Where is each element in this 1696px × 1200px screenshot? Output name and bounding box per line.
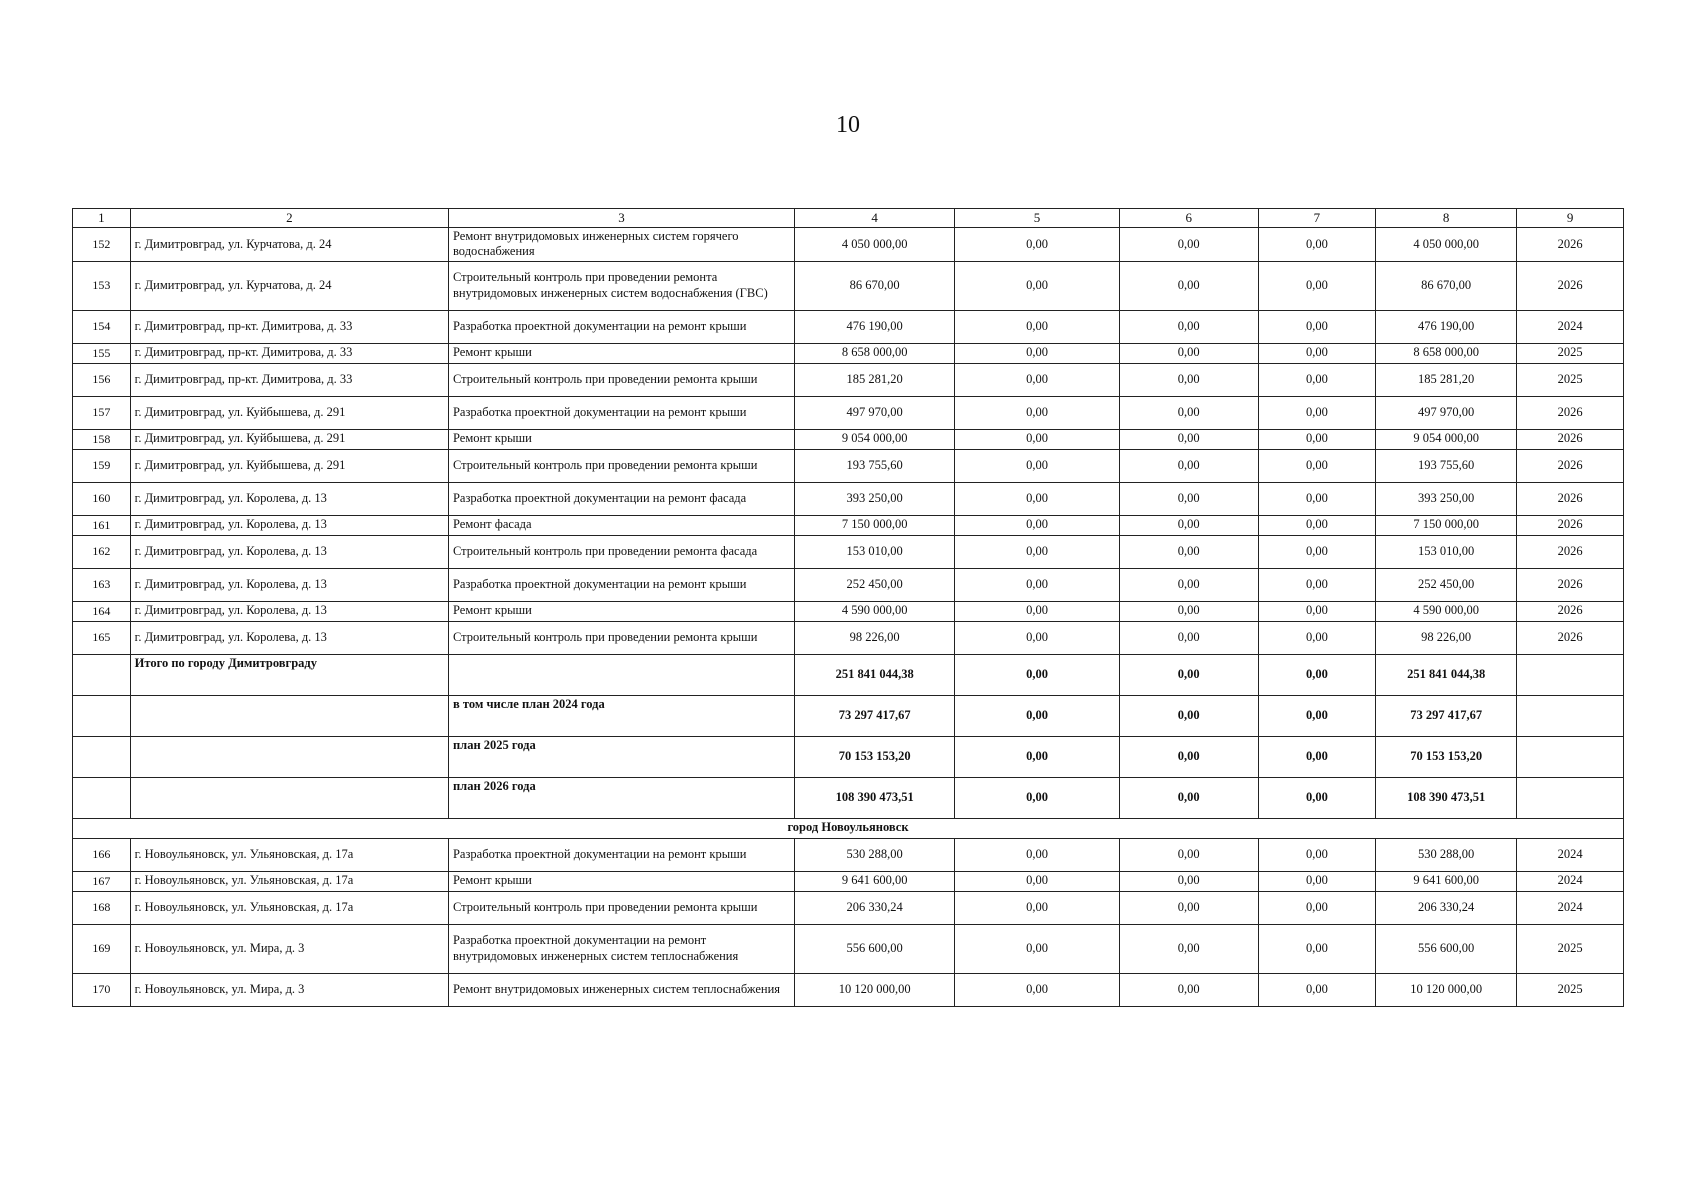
row-number: 169 xyxy=(73,924,131,973)
amount-col7-cell: 0,00 xyxy=(1258,601,1376,621)
amount-col6-cell: 0,00 xyxy=(1119,261,1258,310)
amount-col4-cell: 7 150 000,00 xyxy=(795,515,955,535)
total-col8-cell: 251 841 044,38 xyxy=(1376,654,1517,695)
total-col8-cell: 108 390 473,51 xyxy=(1376,777,1517,818)
address-cell: г. Димитровград, ул. Куйбышева, д. 291 xyxy=(130,449,448,482)
table-row xyxy=(73,228,1624,262)
row-number xyxy=(73,695,131,736)
amount-col5-cell: 0,00 xyxy=(955,228,1120,262)
amount-col6-cell: 0,00 xyxy=(1119,429,1258,449)
amount-col4-cell: 206 330,24 xyxy=(795,891,955,924)
amount-col7-cell: 0,00 xyxy=(1258,621,1376,654)
work-type-cell: Строительный контроль при проведении ремонта внутридомовых инженерных систем водоснабжения (ГВС) xyxy=(448,261,794,310)
amount-col5-cell: 0,00 xyxy=(955,568,1120,601)
row-number: 153 xyxy=(73,261,131,310)
amount-col6-cell: 0,00 xyxy=(1119,310,1258,343)
work-type-cell: Строительный контроль при проведении ремонта крыши xyxy=(448,363,794,396)
year-cell: 2026 xyxy=(1517,568,1624,601)
year-cell: 2026 xyxy=(1517,449,1624,482)
amount-col4-cell: 9 641 600,00 xyxy=(795,871,955,891)
table-row xyxy=(73,343,1624,363)
row-number: 162 xyxy=(73,535,131,568)
table-row xyxy=(73,601,1624,621)
amount-col7-cell: 0,00 xyxy=(1258,261,1376,310)
amount-col4-cell: 193 755,60 xyxy=(795,449,955,482)
total-row xyxy=(73,736,1624,777)
amount-col6-cell: 0,00 xyxy=(1119,871,1258,891)
amount-col6-cell: 0,00 xyxy=(1119,363,1258,396)
works-table xyxy=(72,208,1624,1007)
work-type-cell: Разработка проектной документации на ремонт крыши xyxy=(448,838,794,871)
address-cell: г. Новоульяновск, ул. Мира, д. 3 xyxy=(130,973,448,1006)
amount-col7-cell: 0,00 xyxy=(1258,482,1376,515)
empty-cell xyxy=(1517,777,1624,818)
total-col6-cell: 0,00 xyxy=(1119,695,1258,736)
amount-col6-cell: 0,00 xyxy=(1119,535,1258,568)
address-cell: г. Димитровград, ул. Курчатова, д. 24 xyxy=(130,261,448,310)
amount-col6-cell: 0,00 xyxy=(1119,621,1258,654)
amount-col5-cell: 0,00 xyxy=(955,871,1120,891)
work-type-cell: Ремонт крыши xyxy=(448,429,794,449)
amount-col4-cell: 476 190,00 xyxy=(795,310,955,343)
table-row xyxy=(73,429,1624,449)
year-cell: 2026 xyxy=(1517,396,1624,429)
amount-col4-cell: 497 970,00 xyxy=(795,396,955,429)
total-col7-cell: 0,00 xyxy=(1258,736,1376,777)
total-col7-cell: 0,00 xyxy=(1258,654,1376,695)
total-row xyxy=(73,654,1624,695)
address-cell: г. Новоульяновск, ул. Ульяновская, д. 17а xyxy=(130,891,448,924)
amount-col5-cell: 0,00 xyxy=(955,621,1120,654)
amount-col7-cell: 0,00 xyxy=(1258,228,1376,262)
row-number: 160 xyxy=(73,482,131,515)
row-number: 156 xyxy=(73,363,131,396)
amount-col8-cell: 9 641 600,00 xyxy=(1376,871,1517,891)
amount-col4-cell: 393 250,00 xyxy=(795,482,955,515)
amount-col8-cell: 86 670,00 xyxy=(1376,261,1517,310)
address-cell: г. Новоульяновск, ул. Ульяновская, д. 17а xyxy=(130,871,448,891)
total-col4-cell: 251 841 044,38 xyxy=(795,654,955,695)
amount-col7-cell: 0,00 xyxy=(1258,363,1376,396)
section-title: город Новоульяновск xyxy=(73,818,1624,838)
empty-cell xyxy=(448,654,794,695)
total-col4-cell: 73 297 417,67 xyxy=(795,695,955,736)
amount-col5-cell: 0,00 xyxy=(955,449,1120,482)
amount-col7-cell: 0,00 xyxy=(1258,838,1376,871)
row-number: 166 xyxy=(73,838,131,871)
table-row xyxy=(73,891,1624,924)
amount-col4-cell: 530 288,00 xyxy=(795,838,955,871)
amount-col5-cell: 0,00 xyxy=(955,535,1120,568)
amount-col8-cell: 556 600,00 xyxy=(1376,924,1517,973)
total-col5-cell: 0,00 xyxy=(955,695,1120,736)
amount-col5-cell: 0,00 xyxy=(955,891,1120,924)
address-cell: г. Новоульяновск, ул. Мира, д. 3 xyxy=(130,924,448,973)
plan-2025-label: план 2025 года xyxy=(448,736,794,777)
address-cell: г. Димитровград, ул. Королева, д. 13 xyxy=(130,515,448,535)
amount-col4-cell: 8 658 000,00 xyxy=(795,343,955,363)
year-cell: 2025 xyxy=(1517,363,1624,396)
address-cell: г. Димитровград, ул. Куйбышева, д. 291 xyxy=(130,429,448,449)
table-row xyxy=(73,396,1624,429)
table-row xyxy=(73,924,1624,973)
year-cell: 2026 xyxy=(1517,621,1624,654)
amount-col6-cell: 0,00 xyxy=(1119,343,1258,363)
year-cell: 2024 xyxy=(1517,891,1624,924)
amount-col6-cell: 0,00 xyxy=(1119,838,1258,871)
year-cell: 2026 xyxy=(1517,601,1624,621)
empty-cell xyxy=(130,695,448,736)
row-number: 168 xyxy=(73,891,131,924)
amount-col8-cell: 98 226,00 xyxy=(1376,621,1517,654)
amount-col4-cell: 556 600,00 xyxy=(795,924,955,973)
total-col4-cell: 70 153 153,20 xyxy=(795,736,955,777)
work-type-cell: Разработка проектной документации на ремонт крыши xyxy=(448,568,794,601)
row-number xyxy=(73,736,131,777)
amount-col6-cell: 0,00 xyxy=(1119,973,1258,1006)
row-number: 154 xyxy=(73,310,131,343)
year-cell: 2026 xyxy=(1517,515,1624,535)
page-number: 10 xyxy=(836,112,860,138)
column-header: 9 xyxy=(1517,209,1624,228)
empty-cell xyxy=(1517,736,1624,777)
table-row xyxy=(73,261,1624,310)
empty-cell xyxy=(130,736,448,777)
work-type-cell: Разработка проектной документации на ремонт крыши xyxy=(448,396,794,429)
work-type-cell: Разработка проектной документации на ремонт фасада xyxy=(448,482,794,515)
work-type-cell: Ремонт внутридомовых инженерных систем горячего водоснабжения xyxy=(448,228,794,262)
column-header: 3 xyxy=(448,209,794,228)
table-row xyxy=(73,871,1624,891)
amount-col8-cell: 153 010,00 xyxy=(1376,535,1517,568)
year-cell: 2025 xyxy=(1517,924,1624,973)
row-number: 158 xyxy=(73,429,131,449)
amount-col7-cell: 0,00 xyxy=(1258,535,1376,568)
amount-col8-cell: 8 658 000,00 xyxy=(1376,343,1517,363)
work-type-cell: Ремонт внутридомовых инженерных систем теплоснабжения xyxy=(448,973,794,1006)
amount-col7-cell: 0,00 xyxy=(1258,396,1376,429)
year-cell: 2025 xyxy=(1517,343,1624,363)
amount-col6-cell: 0,00 xyxy=(1119,568,1258,601)
total-col5-cell: 0,00 xyxy=(955,736,1120,777)
row-number: 157 xyxy=(73,396,131,429)
row-number: 152 xyxy=(73,228,131,262)
address-cell: г. Димитровград, ул. Куйбышева, д. 291 xyxy=(130,396,448,429)
row-number: 159 xyxy=(73,449,131,482)
row-number: 155 xyxy=(73,343,131,363)
amount-col7-cell: 0,00 xyxy=(1258,429,1376,449)
address-cell: г. Димитровград, ул. Королева, д. 13 xyxy=(130,621,448,654)
amount-col8-cell: 393 250,00 xyxy=(1376,482,1517,515)
row-number xyxy=(73,777,131,818)
amount-col7-cell: 0,00 xyxy=(1258,343,1376,363)
address-cell: г. Димитровград, ул. Курчатова, д. 24 xyxy=(130,228,448,262)
total-col5-cell: 0,00 xyxy=(955,777,1120,818)
column-header: 2 xyxy=(130,209,448,228)
work-type-cell: Ремонт фасада xyxy=(448,515,794,535)
work-type-cell: Строительный контроль при проведении ремонта фасада xyxy=(448,535,794,568)
total-col6-cell: 0,00 xyxy=(1119,654,1258,695)
amount-col5-cell: 0,00 xyxy=(955,601,1120,621)
amount-col5-cell: 0,00 xyxy=(955,429,1120,449)
amount-col4-cell: 98 226,00 xyxy=(795,621,955,654)
amount-col5-cell: 0,00 xyxy=(955,396,1120,429)
year-cell: 2026 xyxy=(1517,429,1624,449)
amount-col4-cell: 4 590 000,00 xyxy=(795,601,955,621)
work-type-cell: Разработка проектной документации на ремонт внутридомовых инженерных систем теплоснабжения xyxy=(448,924,794,973)
year-cell: 2024 xyxy=(1517,838,1624,871)
section-row xyxy=(73,818,1624,838)
row-number: 163 xyxy=(73,568,131,601)
amount-col8-cell: 530 288,00 xyxy=(1376,838,1517,871)
row-number: 161 xyxy=(73,515,131,535)
work-type-cell: Ремонт крыши xyxy=(448,601,794,621)
total-row xyxy=(73,777,1624,818)
work-type-cell: Ремонт крыши xyxy=(448,343,794,363)
table-row xyxy=(73,310,1624,343)
amount-col5-cell: 0,00 xyxy=(955,924,1120,973)
plan-2026-label: план 2026 года xyxy=(448,777,794,818)
total-col7-cell: 0,00 xyxy=(1258,695,1376,736)
amount-col8-cell: 193 755,60 xyxy=(1376,449,1517,482)
column-header: 7 xyxy=(1258,209,1376,228)
address-cell: г. Димитровград, ул. Королева, д. 13 xyxy=(130,601,448,621)
column-header: 6 xyxy=(1119,209,1258,228)
amount-col7-cell: 0,00 xyxy=(1258,891,1376,924)
total-col5-cell: 0,00 xyxy=(955,654,1120,695)
amount-col4-cell: 4 050 000,00 xyxy=(795,228,955,262)
row-number: 164 xyxy=(73,601,131,621)
work-type-cell: Строительный контроль при проведении ремонта крыши xyxy=(448,449,794,482)
address-cell: г. Димитровград, пр-кт. Димитрова, д. 33 xyxy=(130,363,448,396)
table-row xyxy=(73,973,1624,1006)
address-cell: г. Димитровград, ул. Королева, д. 13 xyxy=(130,568,448,601)
table-body xyxy=(73,209,1624,1007)
total-col4-cell: 108 390 473,51 xyxy=(795,777,955,818)
amount-col8-cell: 476 190,00 xyxy=(1376,310,1517,343)
amount-col7-cell: 0,00 xyxy=(1258,449,1376,482)
total-col7-cell: 0,00 xyxy=(1258,777,1376,818)
table-row xyxy=(73,621,1624,654)
amount-col5-cell: 0,00 xyxy=(955,482,1120,515)
amount-col7-cell: 0,00 xyxy=(1258,973,1376,1006)
amount-col8-cell: 4 050 000,00 xyxy=(1376,228,1517,262)
amount-col8-cell: 4 590 000,00 xyxy=(1376,601,1517,621)
table-row xyxy=(73,838,1624,871)
total-label: Итого по городу Димитровграду xyxy=(130,654,448,695)
amount-col5-cell: 0,00 xyxy=(955,343,1120,363)
work-type-cell: Строительный контроль при проведении ремонта крыши xyxy=(448,891,794,924)
plan-2024-label: в том числе план 2024 года xyxy=(448,695,794,736)
amount-col4-cell: 185 281,20 xyxy=(795,363,955,396)
year-cell: 2026 xyxy=(1517,482,1624,515)
amount-col5-cell: 0,00 xyxy=(955,363,1120,396)
amount-col8-cell: 10 120 000,00 xyxy=(1376,973,1517,1006)
row-number xyxy=(73,654,131,695)
address-cell: г. Димитровград, ул. Королева, д. 13 xyxy=(130,535,448,568)
work-type-cell: Строительный контроль при проведении ремонта крыши xyxy=(448,621,794,654)
total-col8-cell: 73 297 417,67 xyxy=(1376,695,1517,736)
amount-col4-cell: 153 010,00 xyxy=(795,535,955,568)
empty-cell xyxy=(1517,695,1624,736)
address-cell: г. Новоульяновск, ул. Ульяновская, д. 17а xyxy=(130,838,448,871)
year-cell: 2024 xyxy=(1517,310,1624,343)
year-cell: 2026 xyxy=(1517,228,1624,262)
amount-col7-cell: 0,00 xyxy=(1258,568,1376,601)
year-cell: 2024 xyxy=(1517,871,1624,891)
table-row xyxy=(73,535,1624,568)
amount-col4-cell: 86 670,00 xyxy=(795,261,955,310)
amount-col8-cell: 185 281,20 xyxy=(1376,363,1517,396)
address-cell: г. Димитровград, ул. Королева, д. 13 xyxy=(130,482,448,515)
amount-col4-cell: 10 120 000,00 xyxy=(795,973,955,1006)
column-header: 4 xyxy=(795,209,955,228)
total-row xyxy=(73,695,1624,736)
year-cell: 2025 xyxy=(1517,973,1624,1006)
year-cell: 2026 xyxy=(1517,535,1624,568)
row-number: 167 xyxy=(73,871,131,891)
amount-col6-cell: 0,00 xyxy=(1119,924,1258,973)
column-header: 8 xyxy=(1376,209,1517,228)
amount-col8-cell: 206 330,24 xyxy=(1376,891,1517,924)
amount-col6-cell: 0,00 xyxy=(1119,396,1258,429)
total-col6-cell: 0,00 xyxy=(1119,736,1258,777)
amount-col8-cell: 9 054 000,00 xyxy=(1376,429,1517,449)
year-cell: 2026 xyxy=(1517,261,1624,310)
amount-col7-cell: 0,00 xyxy=(1258,924,1376,973)
amount-col6-cell: 0,00 xyxy=(1119,601,1258,621)
amount-col4-cell: 252 450,00 xyxy=(795,568,955,601)
total-col6-cell: 0,00 xyxy=(1119,777,1258,818)
amount-col8-cell: 7 150 000,00 xyxy=(1376,515,1517,535)
table-row xyxy=(73,568,1624,601)
amount-col6-cell: 0,00 xyxy=(1119,228,1258,262)
work-type-cell: Ремонт крыши xyxy=(448,871,794,891)
amount-col8-cell: 497 970,00 xyxy=(1376,396,1517,429)
amount-col6-cell: 0,00 xyxy=(1119,515,1258,535)
amount-col7-cell: 0,00 xyxy=(1258,515,1376,535)
column-header: 5 xyxy=(955,209,1120,228)
column-header: 1 xyxy=(73,209,131,228)
column-number-row xyxy=(73,209,1624,228)
amount-col6-cell: 0,00 xyxy=(1119,891,1258,924)
amount-col4-cell: 9 054 000,00 xyxy=(795,429,955,449)
empty-cell xyxy=(1517,654,1624,695)
table-row xyxy=(73,363,1624,396)
row-number: 170 xyxy=(73,973,131,1006)
amount-col7-cell: 0,00 xyxy=(1258,871,1376,891)
table-row xyxy=(73,515,1624,535)
work-type-cell: Разработка проектной документации на ремонт крыши xyxy=(448,310,794,343)
amount-col5-cell: 0,00 xyxy=(955,973,1120,1006)
address-cell: г. Димитровград, пр-кт. Димитрова, д. 33 xyxy=(130,310,448,343)
amount-col7-cell: 0,00 xyxy=(1258,310,1376,343)
amount-col5-cell: 0,00 xyxy=(955,515,1120,535)
amount-col5-cell: 0,00 xyxy=(955,310,1120,343)
total-col8-cell: 70 153 153,20 xyxy=(1376,736,1517,777)
table-row xyxy=(73,449,1624,482)
table-row xyxy=(73,482,1624,515)
amount-col5-cell: 0,00 xyxy=(955,838,1120,871)
empty-cell xyxy=(130,777,448,818)
address-cell: г. Димитровград, пр-кт. Димитрова, д. 33 xyxy=(130,343,448,363)
amount-col6-cell: 0,00 xyxy=(1119,482,1258,515)
amount-col5-cell: 0,00 xyxy=(955,261,1120,310)
amount-col6-cell: 0,00 xyxy=(1119,449,1258,482)
row-number: 165 xyxy=(73,621,131,654)
amount-col8-cell: 252 450,00 xyxy=(1376,568,1517,601)
